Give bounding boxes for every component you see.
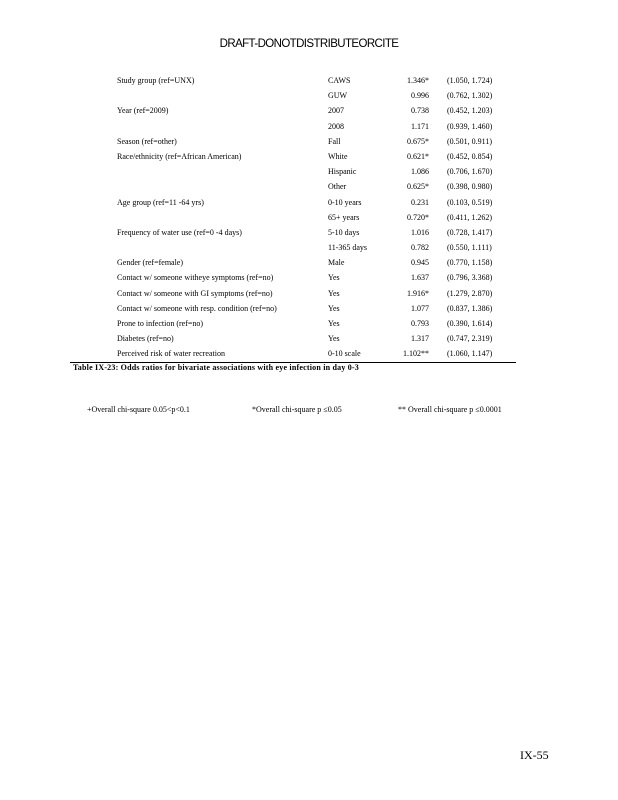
level-cell: 0-10 scale [328, 349, 361, 359]
level-cell: GUW [328, 91, 348, 101]
odds-ratio-cell: 0.738 [411, 106, 429, 116]
odds-ratio-cell: 0.675* [407, 136, 429, 146]
level-cell: 2007 [328, 106, 344, 116]
level-cell: Yes [328, 303, 340, 313]
footnote-marginal-significance: +Overall chi-square 0.05<p<0.1 [87, 405, 190, 414]
odds-ratio-cell: 1.346* [407, 76, 429, 85]
level-cell: 0-10 years [328, 197, 362, 207]
level-cell: Hispanic [328, 167, 357, 177]
page-number: IX-55 [520, 748, 549, 762]
variable-cell: Season (ref=other) [117, 136, 177, 146]
odds-ratio-cell: 1.077 [411, 303, 429, 313]
table-row [117, 103, 517, 118]
table-row [117, 270, 517, 285]
table-row [117, 316, 517, 331]
level-cell: CAWS [328, 76, 351, 85]
confidence-interval-cell: (0.452, 0.854) [447, 151, 493, 161]
level-cell: 11-365 days [328, 243, 368, 253]
level-cell: Other [328, 182, 347, 192]
confidence-interval-cell: (0.796, 3.368) [447, 273, 493, 283]
level-cell: 5-10 days [328, 227, 360, 237]
variable-cell: Gender (ref=female) [117, 258, 184, 268]
confidence-interval-cell: (0.550, 1.111) [447, 243, 492, 253]
confidence-interval-cell: (0.728, 1.417) [447, 227, 493, 237]
odds-ratio-cell: 1.102** [403, 349, 429, 359]
odds-ratio-table [117, 73, 517, 362]
confidence-interval-cell: (0.398, 0.980) [447, 182, 493, 192]
variable-cell: Contact w/ someone with GI symptoms (ref=no) [117, 288, 273, 298]
confidence-interval-cell: (0.706, 1.670) [447, 167, 493, 177]
odds-ratio-cell: 0.945 [411, 258, 429, 268]
draft-header: DRAFT-DONOTDISTRIBUTEORCITE [219, 38, 399, 50]
confidence-interval-cell: (0.501, 0.911) [447, 136, 493, 146]
confidence-interval-cell: (0.837, 1.386) [447, 303, 493, 313]
table-row [117, 255, 517, 270]
variable-cell: Race/ethnicity (ref=African American) [117, 151, 242, 161]
table-row [117, 346, 517, 361]
confidence-interval-cell: (1.050, 1.724) [447, 76, 493, 85]
table-row [117, 286, 517, 301]
table-row [117, 73, 517, 88]
level-cell: Male [328, 258, 345, 268]
level-cell: 65+ years [328, 212, 360, 222]
confidence-interval-cell: (1.279, 2.870) [447, 288, 493, 298]
variable-cell: Age group (ref=11 -64 yrs) [117, 197, 204, 207]
confidence-interval-cell: (0.390, 1.614) [447, 319, 493, 328]
footnote-significance: *Overall chi-square p ≤0.05 [252, 405, 342, 414]
table-row [117, 331, 517, 346]
level-cell: Yes [328, 319, 340, 328]
table-caption: Table IX-23: Odds ratios for bivariate associations with eye infection in day 0-3 [73, 363, 359, 372]
variable-cell: Perceived risk of water recreation [117, 349, 225, 359]
odds-ratio-cell: 0.996 [411, 91, 429, 101]
confidence-interval-cell: (0.762, 1.302) [447, 91, 493, 101]
table-row [117, 164, 517, 179]
confidence-interval-cell: (0.747, 2.319) [447, 334, 493, 344]
variable-cell: Frequency of water use (ref=0 -4 days) [117, 227, 242, 237]
confidence-interval-cell: (0.770, 1.158) [447, 258, 493, 268]
odds-ratio-cell: 0.782 [411, 243, 429, 253]
table-row [117, 195, 517, 210]
variable-cell: Contact w/ someone with resp. condition (ref=no) [117, 303, 277, 313]
level-cell: White [328, 151, 348, 161]
confidence-interval-cell: (0.411, 1.262) [447, 212, 493, 222]
confidence-interval-cell: (0.103, 0.519) [447, 197, 493, 207]
level-cell: Yes [328, 288, 340, 298]
level-cell: Fall [328, 136, 341, 146]
variable-cell: Contact w/ someone witheye symptoms (ref=no) [117, 273, 274, 283]
odds-ratio-cell: 0.231 [411, 197, 429, 207]
confidence-interval-cell: (0.939, 1.460) [447, 121, 493, 131]
table-row [117, 134, 517, 149]
variable-cell: Prone to infection (ref=no) [117, 319, 204, 328]
odds-ratio-cell: 1.016 [411, 227, 429, 237]
confidence-interval-cell: (0.452, 1.203) [447, 106, 493, 116]
odds-ratio-cell: 1.916* [407, 288, 429, 298]
table-row [117, 301, 517, 316]
level-cell: 2008 [328, 121, 344, 131]
table-row [117, 88, 517, 103]
odds-ratio-cell: 0.621* [407, 151, 429, 161]
table-row [117, 149, 517, 164]
level-cell: Yes [328, 334, 340, 344]
variable-cell: Study group (ref=UNX) [117, 76, 195, 85]
odds-ratio-cell: 0.625* [407, 182, 429, 192]
odds-ratio-cell: 1.317 [411, 334, 429, 344]
odds-ratio-cell: 1.171 [411, 121, 429, 131]
odds-ratio-cell: 1.086 [411, 167, 429, 177]
odds-ratio-cell: 1.637 [411, 273, 429, 283]
table-row [117, 225, 517, 240]
table-row [117, 210, 517, 225]
confidence-interval-cell: (1.060, 1.147) [447, 349, 493, 359]
table-row [117, 240, 517, 255]
footnote-high-significance: ** Overall chi-square p ≤0.0001 [398, 405, 502, 414]
odds-ratio-cell: 0.720* [407, 212, 429, 222]
variable-cell: Diabetes (ref=no) [117, 334, 174, 344]
variable-cell: Year (ref=2009) [117, 106, 169, 116]
level-cell: Yes [328, 273, 340, 283]
odds-ratio-cell: 0.793 [411, 319, 429, 328]
table-row [117, 119, 517, 134]
table-row [117, 179, 517, 194]
